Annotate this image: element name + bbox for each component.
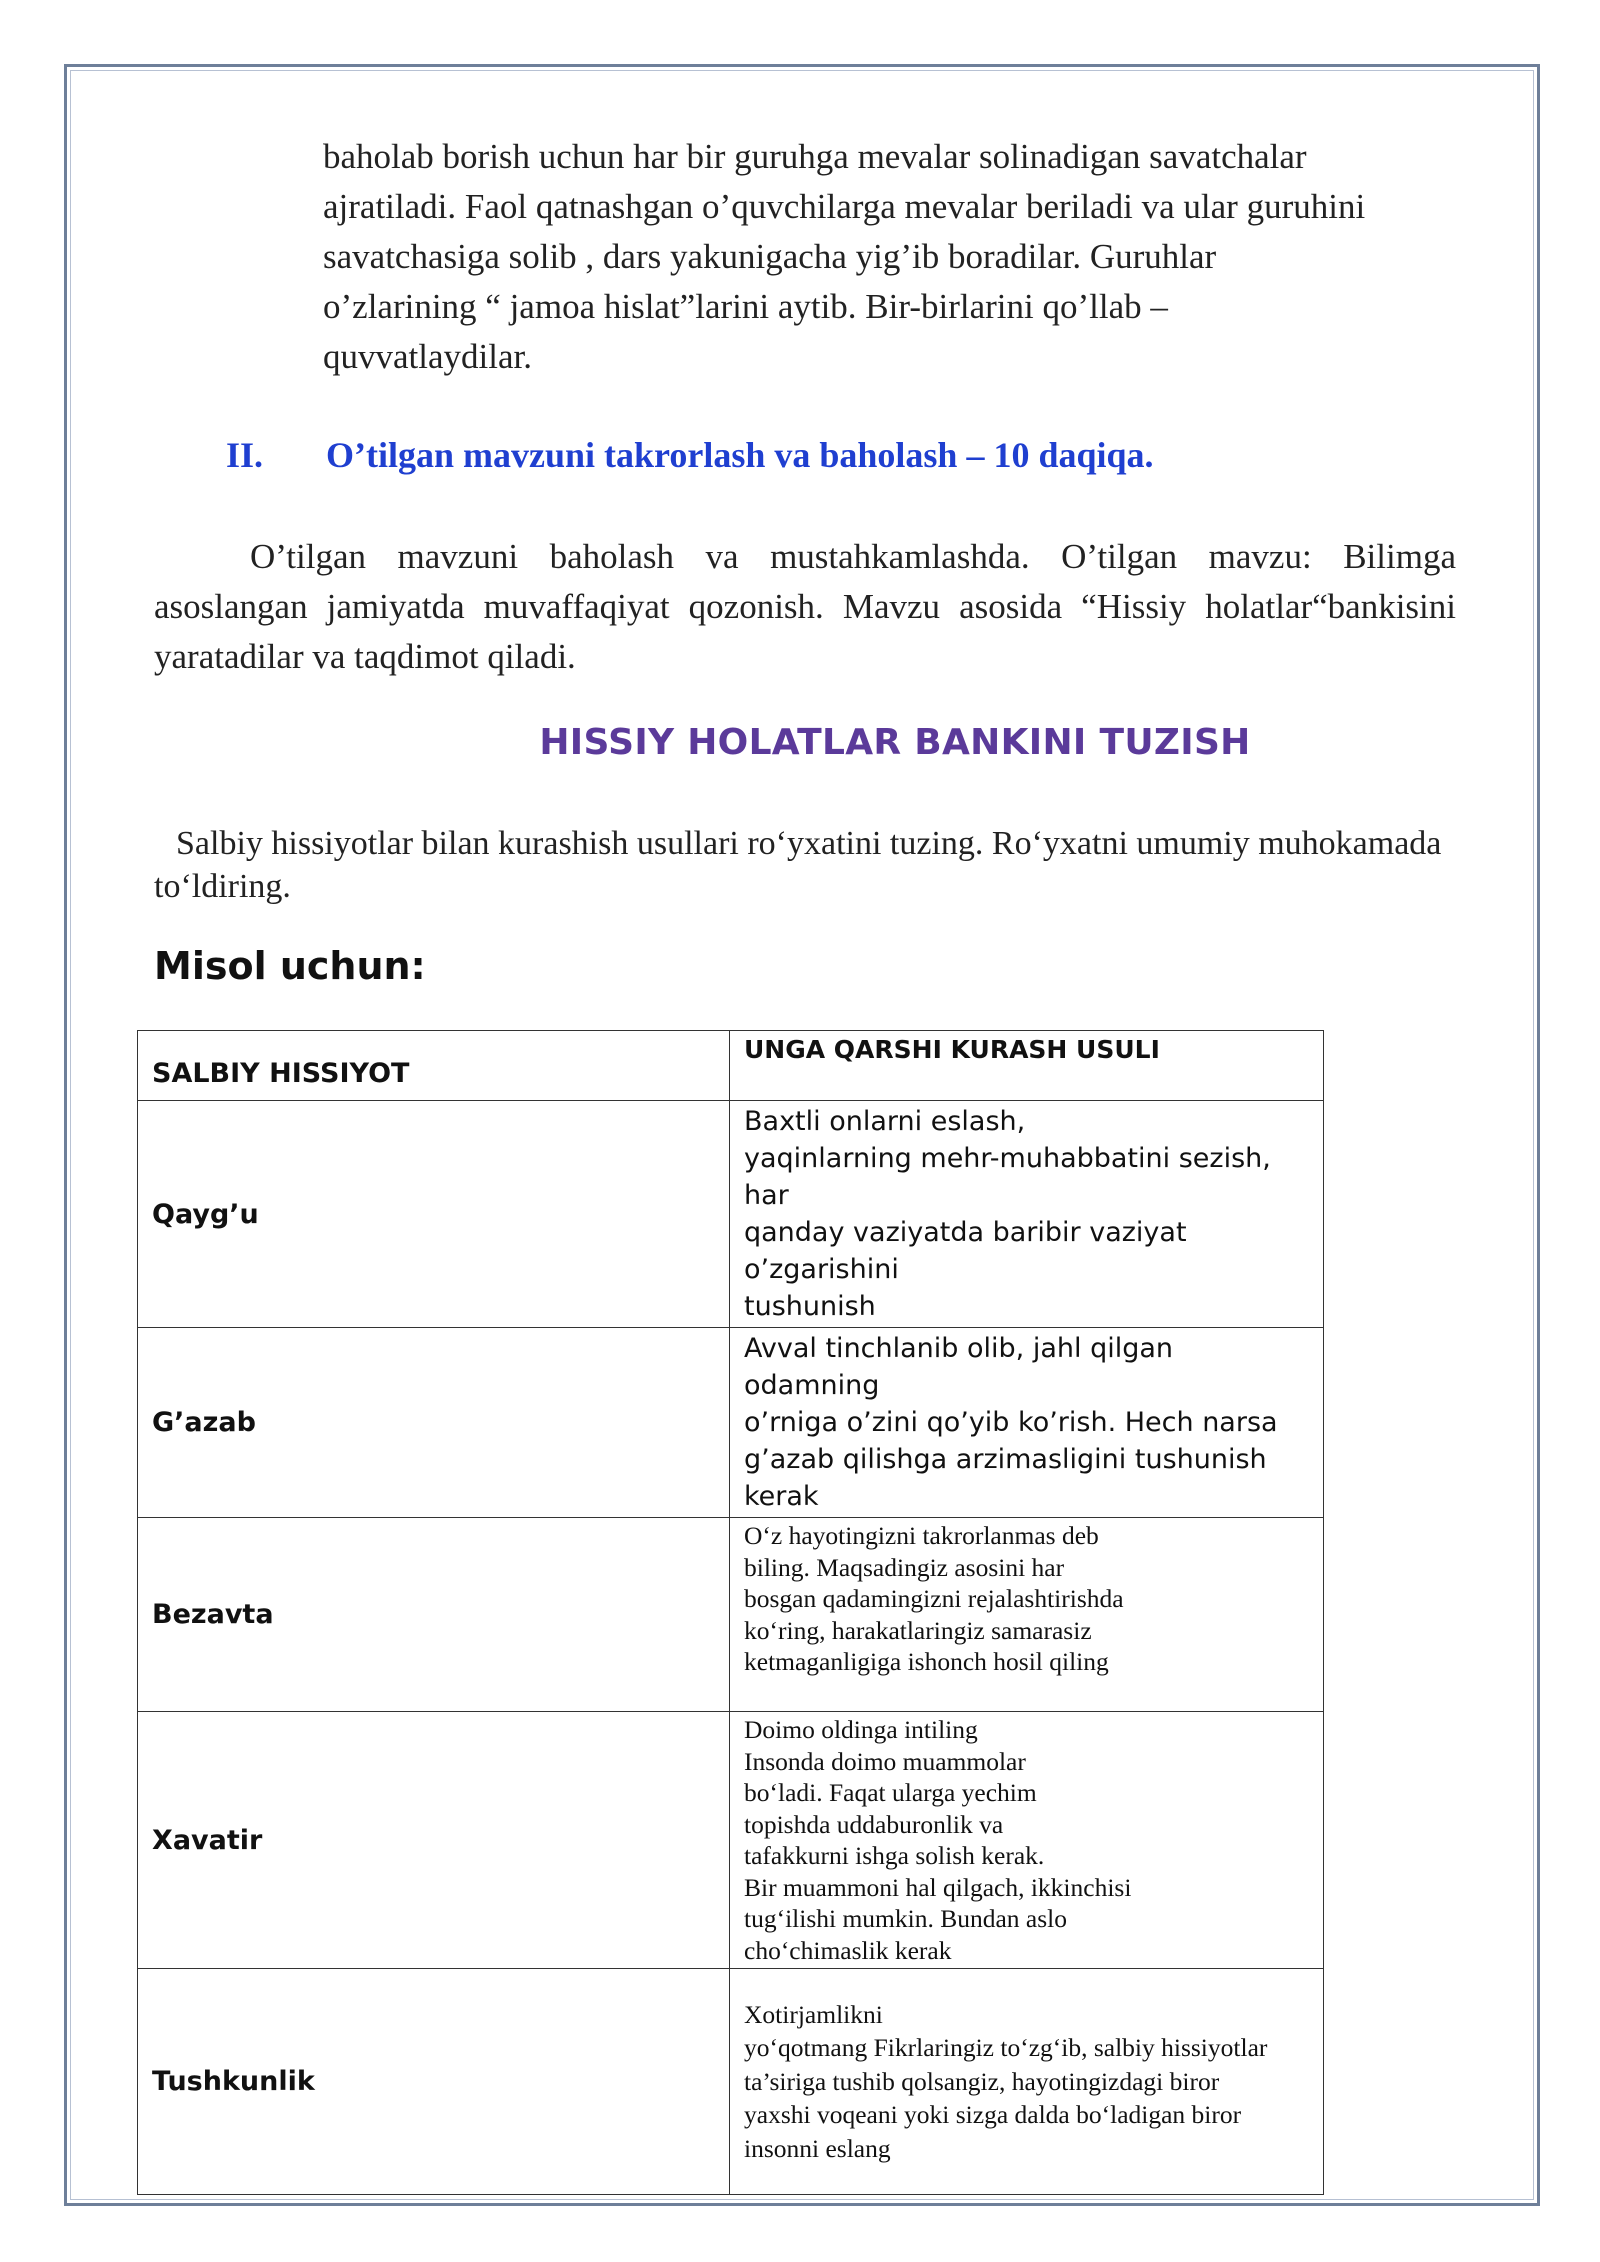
table-row (138, 1101, 1324, 1328)
solution-line: yo‘qotmang Fikrlaringiz to‘zg‘ib, salbiy hissiyotlar (744, 2033, 1268, 2063)
intro-line: baholab borish uchun har bir guruhga mevalar solinadigan savatchalar (323, 137, 1307, 176)
solution-line: topishda uddaburonlik va (744, 1809, 1004, 1839)
bank-title: HISSIY HOLATLAR BANKINI TUZISH (539, 722, 1251, 763)
solution-line: Baxtli onlarni eslash, (744, 1106, 1026, 1137)
example-label: Misol uchun: (154, 944, 426, 988)
intro-line: ajratiladi. Faol qatnashgan o’quvchilarga mevalar beriladi va ular guruhini (323, 187, 1366, 226)
solution-line: yaxshi voqeani yoki sizga dalda bo‘ladigan biror (744, 2100, 1242, 2130)
section-number: II. (226, 435, 264, 475)
header-solution: UNGA QARSHI KURASH USULI (730, 1031, 1324, 1101)
topic-paragraph: O’tilgan mavzuni baholash va mustahkamlashda. O’tilgan mavzu: Bilimga asoslangan jamiyatda muvaffaqiyat qozonish. Mavzu asosida “Hissiy holatlar“bankisini yaratadilar va taqdimot qiladi. (154, 537, 1456, 676)
emotion-cell: G’azab (138, 1328, 730, 1518)
intro-line: quvvatlaydilar. (323, 337, 532, 376)
emotions-table (137, 1030, 1324, 2195)
solution-cell (730, 1969, 1324, 2195)
solution-line: ko‘ring, harakatlaringiz samarasiz (744, 1615, 1092, 1645)
table-row (138, 1518, 1324, 1712)
solution-line: g’azab qilishga arzimasligini tushunish (744, 1444, 1267, 1475)
instruction-text: Salbiy hissiyotlar bilan kurashish usullari ro‘yxatini tuzing. Ro‘yxatni umumiy muhokamada to‘ldiring. (154, 825, 1442, 905)
solution-line: tug‘ilishi mumkin. Bundan aslo (744, 1904, 1067, 1933)
solution-line: insonni eslang (744, 2133, 891, 2163)
solution-line: O‘z hayotingizni takrorlanmas deb (744, 1521, 1099, 1550)
emotion-cell: Xavatir (138, 1712, 730, 1969)
header-emotion: SALBIY HISSIYOT (138, 1031, 730, 1101)
solution-line: Xotirjamlikni (744, 1999, 883, 2029)
solution-line: Bir muammoni hal qilgach, ikkinchisi (744, 1872, 1132, 1902)
solution-line: cho‘chimaslik kerak (744, 1935, 952, 1965)
intro-line: savatchasiga solib , dars yakunigacha yig’ib boradilar. Guruhlar (323, 237, 1217, 276)
solution-line: kerak (744, 1481, 819, 1512)
section-heading (226, 430, 1154, 480)
table-header-row (138, 1031, 1324, 1101)
solution-line: Avval tinchlanib olib, jahl qilgan odamning (744, 1333, 1174, 1401)
intro-paragraph (323, 132, 1453, 382)
solution-cell (730, 1101, 1324, 1328)
solution-line: qanday vaziyatda baribir vaziyat o’zgarishini (744, 1217, 1187, 1285)
solution-line: ta’siriga tushib qolsangiz, hayotingizdagi biror (744, 2066, 1220, 2096)
emotion-cell: Bezavta (138, 1518, 730, 1712)
solution-line: bo‘ladi. Faqat ularga yechim (744, 1778, 1037, 1807)
intro-line: o’zlarining “ jamoa hislat”larini aytib. Bir-birlarini qo’llab – (323, 287, 1168, 326)
solution-line: bosgan qadamingizni rejalashtirishda (744, 1584, 1124, 1613)
solution-line: biling. Maqsadingiz asosini har (744, 1552, 1065, 1582)
table-row (138, 1712, 1324, 1969)
solution-line: yaqinlarning mehr-muhabbatini sezish, har (744, 1143, 1271, 1211)
table-row (138, 1328, 1324, 1518)
solution-cell (730, 1712, 1324, 1969)
solution-cell (730, 1518, 1324, 1712)
solution-line: Doimo oldinga intiling (744, 1715, 978, 1744)
solution-line: o’rniga o’zini qo’yib ko’rish. Hech narsa (744, 1407, 1278, 1438)
emotion-cell: Qayg’u (138, 1101, 730, 1328)
section-title: O’tilgan mavzuni takrorlash va baholash – 10 daqiqa. (326, 435, 1154, 475)
emotion-cell: Tushkunlik (138, 1969, 730, 2195)
solution-line: Insonda doimo muammolar (744, 1746, 1026, 1776)
solution-line: tafakkurni ishga solish kerak. (744, 1841, 1045, 1870)
solution-line: ketmaganligiga ishonch hosil qiling (744, 1647, 1109, 1676)
solution-cell (730, 1328, 1324, 1518)
table-row (138, 1969, 1324, 2195)
solution-line: tushunish (744, 1291, 876, 1322)
